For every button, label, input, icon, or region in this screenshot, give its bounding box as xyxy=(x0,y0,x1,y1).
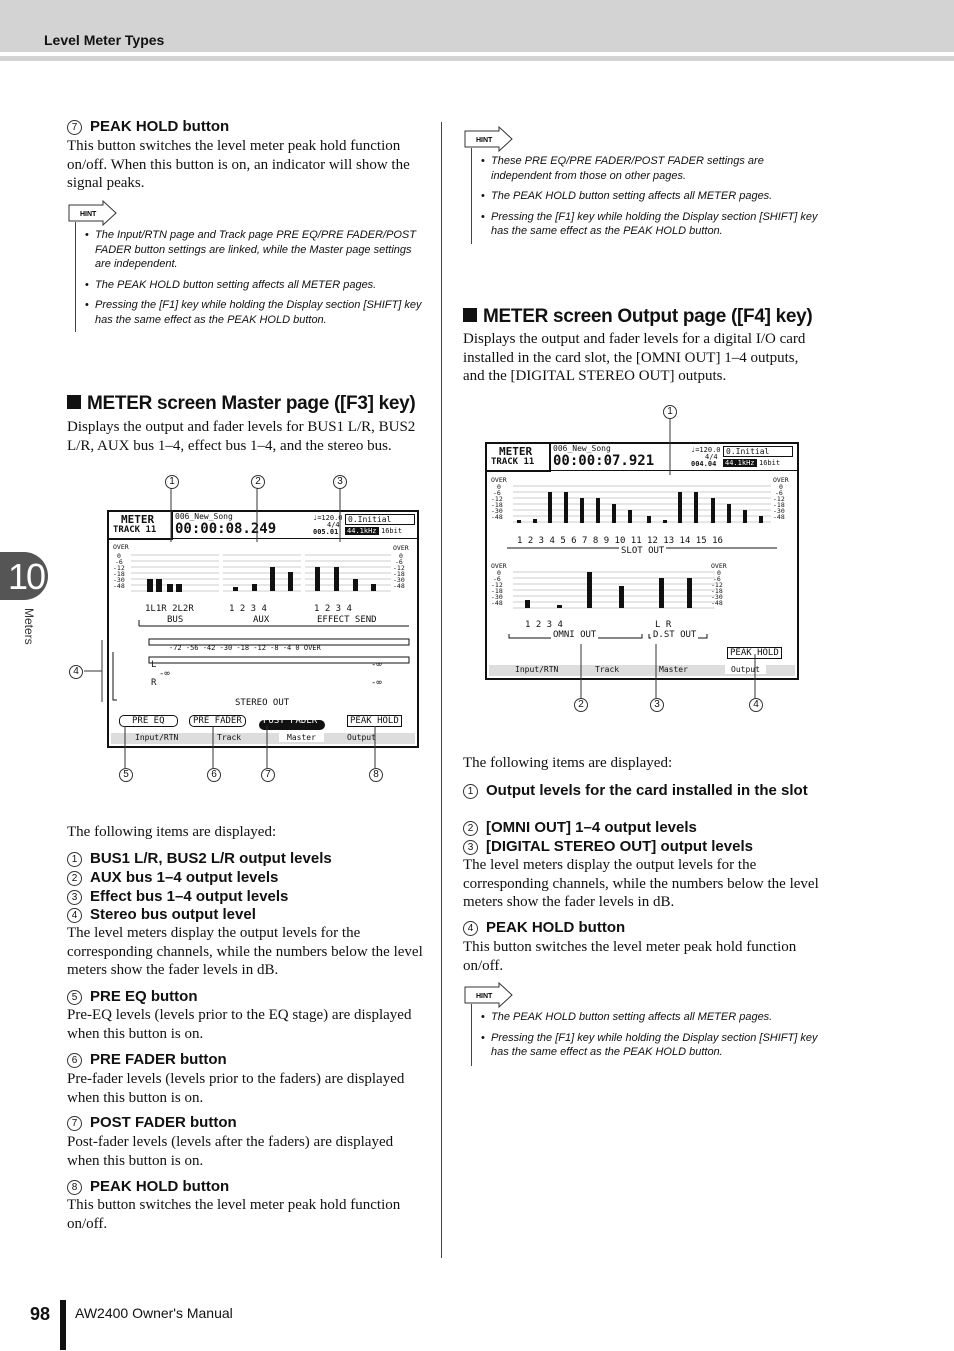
pre-fader-button[interactable]: PRE FADER xyxy=(189,715,246,727)
hint-box-3 xyxy=(463,982,823,1067)
master-item-6: 6 PRE FADER button xyxy=(67,1051,227,1068)
output-item-3: 3 [DIGITAL STEREO OUT] output levels xyxy=(463,838,753,855)
callout-1: 1 xyxy=(165,475,179,489)
tab-output[interactable]: Output xyxy=(347,733,376,742)
callout-3: 3 xyxy=(650,698,664,712)
callout-2: 2 xyxy=(574,698,588,712)
output-item-1: 1 Output levels for the card installed in the slot xyxy=(463,781,813,800)
callout-8: 8 xyxy=(369,768,383,782)
tab-output[interactable]: Output xyxy=(725,665,766,674)
hint2-item: • The PEAK HOLD button setting affects all METER pages. xyxy=(481,189,821,204)
tab-track[interactable]: Track xyxy=(217,733,242,742)
hint3-item: • Pressing the [F1] key while holding the Display section [SHIFT] key has the same effect as the PEAK HOLD button. xyxy=(481,1031,821,1060)
item-peak-hold-top: 7 PEAK HOLD button xyxy=(67,118,229,135)
peak-hold-top-body: This button switches the level meter peak hold function on/off. When this button is on, an indicator will show the signal peaks. xyxy=(67,138,410,191)
post-fader-button[interactable]: POST FADER xyxy=(263,716,318,726)
callout-3: 3 xyxy=(333,475,347,489)
master-following: The following items are displayed: xyxy=(67,824,277,840)
master-intro: Displays the output and fader levels for BUS1 L/R, BUS2 L/R, AUX bus 1–4, effect bus 1–4, and the stereo bus. xyxy=(67,419,416,454)
hint1-item: • Pressing the [F1] key while holding the Display section [SHIFT] key has the same effect as the PEAK HOLD button. xyxy=(85,298,425,327)
master-item-6-body: Pre-fader levels (levels prior to the faders) are displayed when this button is on. xyxy=(67,1071,405,1106)
pre-eq-button[interactable]: PRE EQ xyxy=(119,715,178,727)
callout-6: 6 xyxy=(207,768,221,782)
hint2-item: • These PRE EQ/PRE FADER/POST FADER settings are independent from those on other pages. xyxy=(481,154,821,183)
output-following: The following items are displayed: xyxy=(463,755,673,771)
tab-master[interactable]: Master xyxy=(279,733,324,742)
callout-4: 4 xyxy=(69,665,83,679)
hint-box-1 xyxy=(67,200,427,335)
output-item-4: 4 PEAK HOLD button xyxy=(463,919,625,936)
tab-track[interactable]: Track xyxy=(595,665,620,674)
page-number: 98 xyxy=(30,1304,51,1324)
master-item-7-body: Post-fader levels (levels after the faders) are displayed when this button is on. xyxy=(67,1134,394,1169)
svg-text:HINT: HINT xyxy=(476,137,493,144)
master-callout-lines xyxy=(60,470,440,790)
master-item-7: 7 POST FADER button xyxy=(67,1114,237,1131)
column-divider xyxy=(441,122,442,1258)
tab-master[interactable]: Master xyxy=(659,665,688,674)
output-screen: METER TRACK 11 006_New_Song 00:00:07.921 ♩=120.0 4/4 004.04 0.Initial 44.1kHz 16bit OVER 0 -6 -12 -18 -30 -48 OVER 0 -6 -12 -18 -30 -48 1 2 3 4 5 6 7 8 9 10 11 12 13 14 15 16 SLOT OUT OVER 0 -6 -12 -18 -30 -48 OVER 0 -6 -12 -18 -30 -48 1 2 3 4 L R OMNI OUT D.ST OUT PEAK HOLD Input/RTN Track Master Output xyxy=(485,442,799,680)
footer-bar xyxy=(60,1300,66,1350)
output-callout-lines xyxy=(560,400,780,710)
master-items-body: The level meters display the output levels for the corresponding channels, while the numbers below the level meters show the fader levels in dB. xyxy=(67,925,423,978)
master-item-8-body: This button switches the level meter peak hold function on/off. xyxy=(67,1197,401,1232)
callout-4: 4 xyxy=(749,698,763,712)
hint1-item: • The Input/RTN page and Track page PRE EQ/PRE FADER/POST FADER button settings are linked, while the Master page settings are independent. xyxy=(85,228,425,272)
tab-input-rtn[interactable]: Input/RTN xyxy=(515,665,559,674)
header-rule xyxy=(0,56,954,61)
manual-title: AW2400 Owner's Manual xyxy=(75,1305,233,1321)
tab-input-rtn[interactable]: Input/RTN xyxy=(135,733,179,742)
output-items-body: The level meters display the output levels for the corresponding channels, while the numbers below the level meters show the fader levels in dB. xyxy=(463,857,819,910)
master-item-2: 2 AUX bus 1–4 output levels xyxy=(67,869,278,886)
output-item-4-body: This button switches the level meter peak hold function on/off. xyxy=(463,939,797,974)
master-item-8: 8 PEAK HOLD button xyxy=(67,1178,229,1195)
master-item-1: 1 BUS1 L/R, BUS2 L/R output levels xyxy=(67,850,332,867)
svg-text:HINT: HINT xyxy=(80,211,97,218)
peak-hold-button[interactable]: PEAK HOLD xyxy=(347,715,402,727)
callout-5: 5 xyxy=(119,768,133,782)
master-item-5: 5 PRE EQ button xyxy=(67,988,198,1005)
hint1-item: • The PEAK HOLD button setting affects all METER pages. xyxy=(85,278,425,293)
output-item-2: 2 [OMNI OUT] 1–4 output levels xyxy=(463,819,697,836)
svg-text:HINT: HINT xyxy=(476,993,493,1000)
heading-output-page: METER screen Output page ([F4] key) xyxy=(463,306,812,328)
callout-2: 2 xyxy=(251,475,265,489)
peak-hold-button[interactable]: PEAK HOLD xyxy=(727,647,782,659)
master-item-3: 3 Effect bus 1–4 output levels xyxy=(67,888,288,905)
master-item-4: 4 Stereo bus output level xyxy=(67,906,256,923)
heading-master-page: METER screen Master page ([F3] key) xyxy=(67,393,415,415)
output-intro: Displays the output and fader levels for a digital I/O card installed in the card slot, the [OMNI OUT] 1–4 outputs, and the [DIGITAL STEREO OUT] outputs. xyxy=(463,331,806,384)
callout-7: 7 xyxy=(261,768,275,782)
hint-box-2 xyxy=(463,126,823,248)
time-display: 00:00:07.921 xyxy=(553,453,655,469)
chapter-number: 10 xyxy=(8,556,45,597)
section-title: Level Meter Types xyxy=(44,32,165,48)
hint3-item: • The PEAK HOLD button setting affects all METER pages. xyxy=(481,1010,821,1025)
chapter-label: Meters xyxy=(22,608,36,645)
master-item-5-body: Pre-EQ levels (levels prior to the EQ stage) are displayed when this button is on. xyxy=(67,1007,412,1042)
time-display: 00:00:08.249 xyxy=(175,521,277,537)
hint2-item: • Pressing the [F1] key while holding the Display section [SHIFT] key has the same effect as the PEAK HOLD button. xyxy=(481,210,821,239)
master-screen: METER TRACK 11 006_New_Song 00:00:08.249 ♩=120.0 4/4 005.01 0.Initial 44.1kHz 16bit OVER 0 -6 -12 -18 -30 -48 OVER 0 -6 -12 -18 -30 -48 1L1R 2L2R 1 2 3 4 1 2 3 4 BUS AUX EFFECT SEND -72 -56 -42 -30 -18 -12 -8 -4 0 OVER L R -∞ -∞ -∞ STEREO OUT PRE EQ PRE FADER POST FADER PEAK HOLD Input/RTN Track Master Output xyxy=(107,510,419,748)
callout-1: 1 xyxy=(663,405,677,419)
